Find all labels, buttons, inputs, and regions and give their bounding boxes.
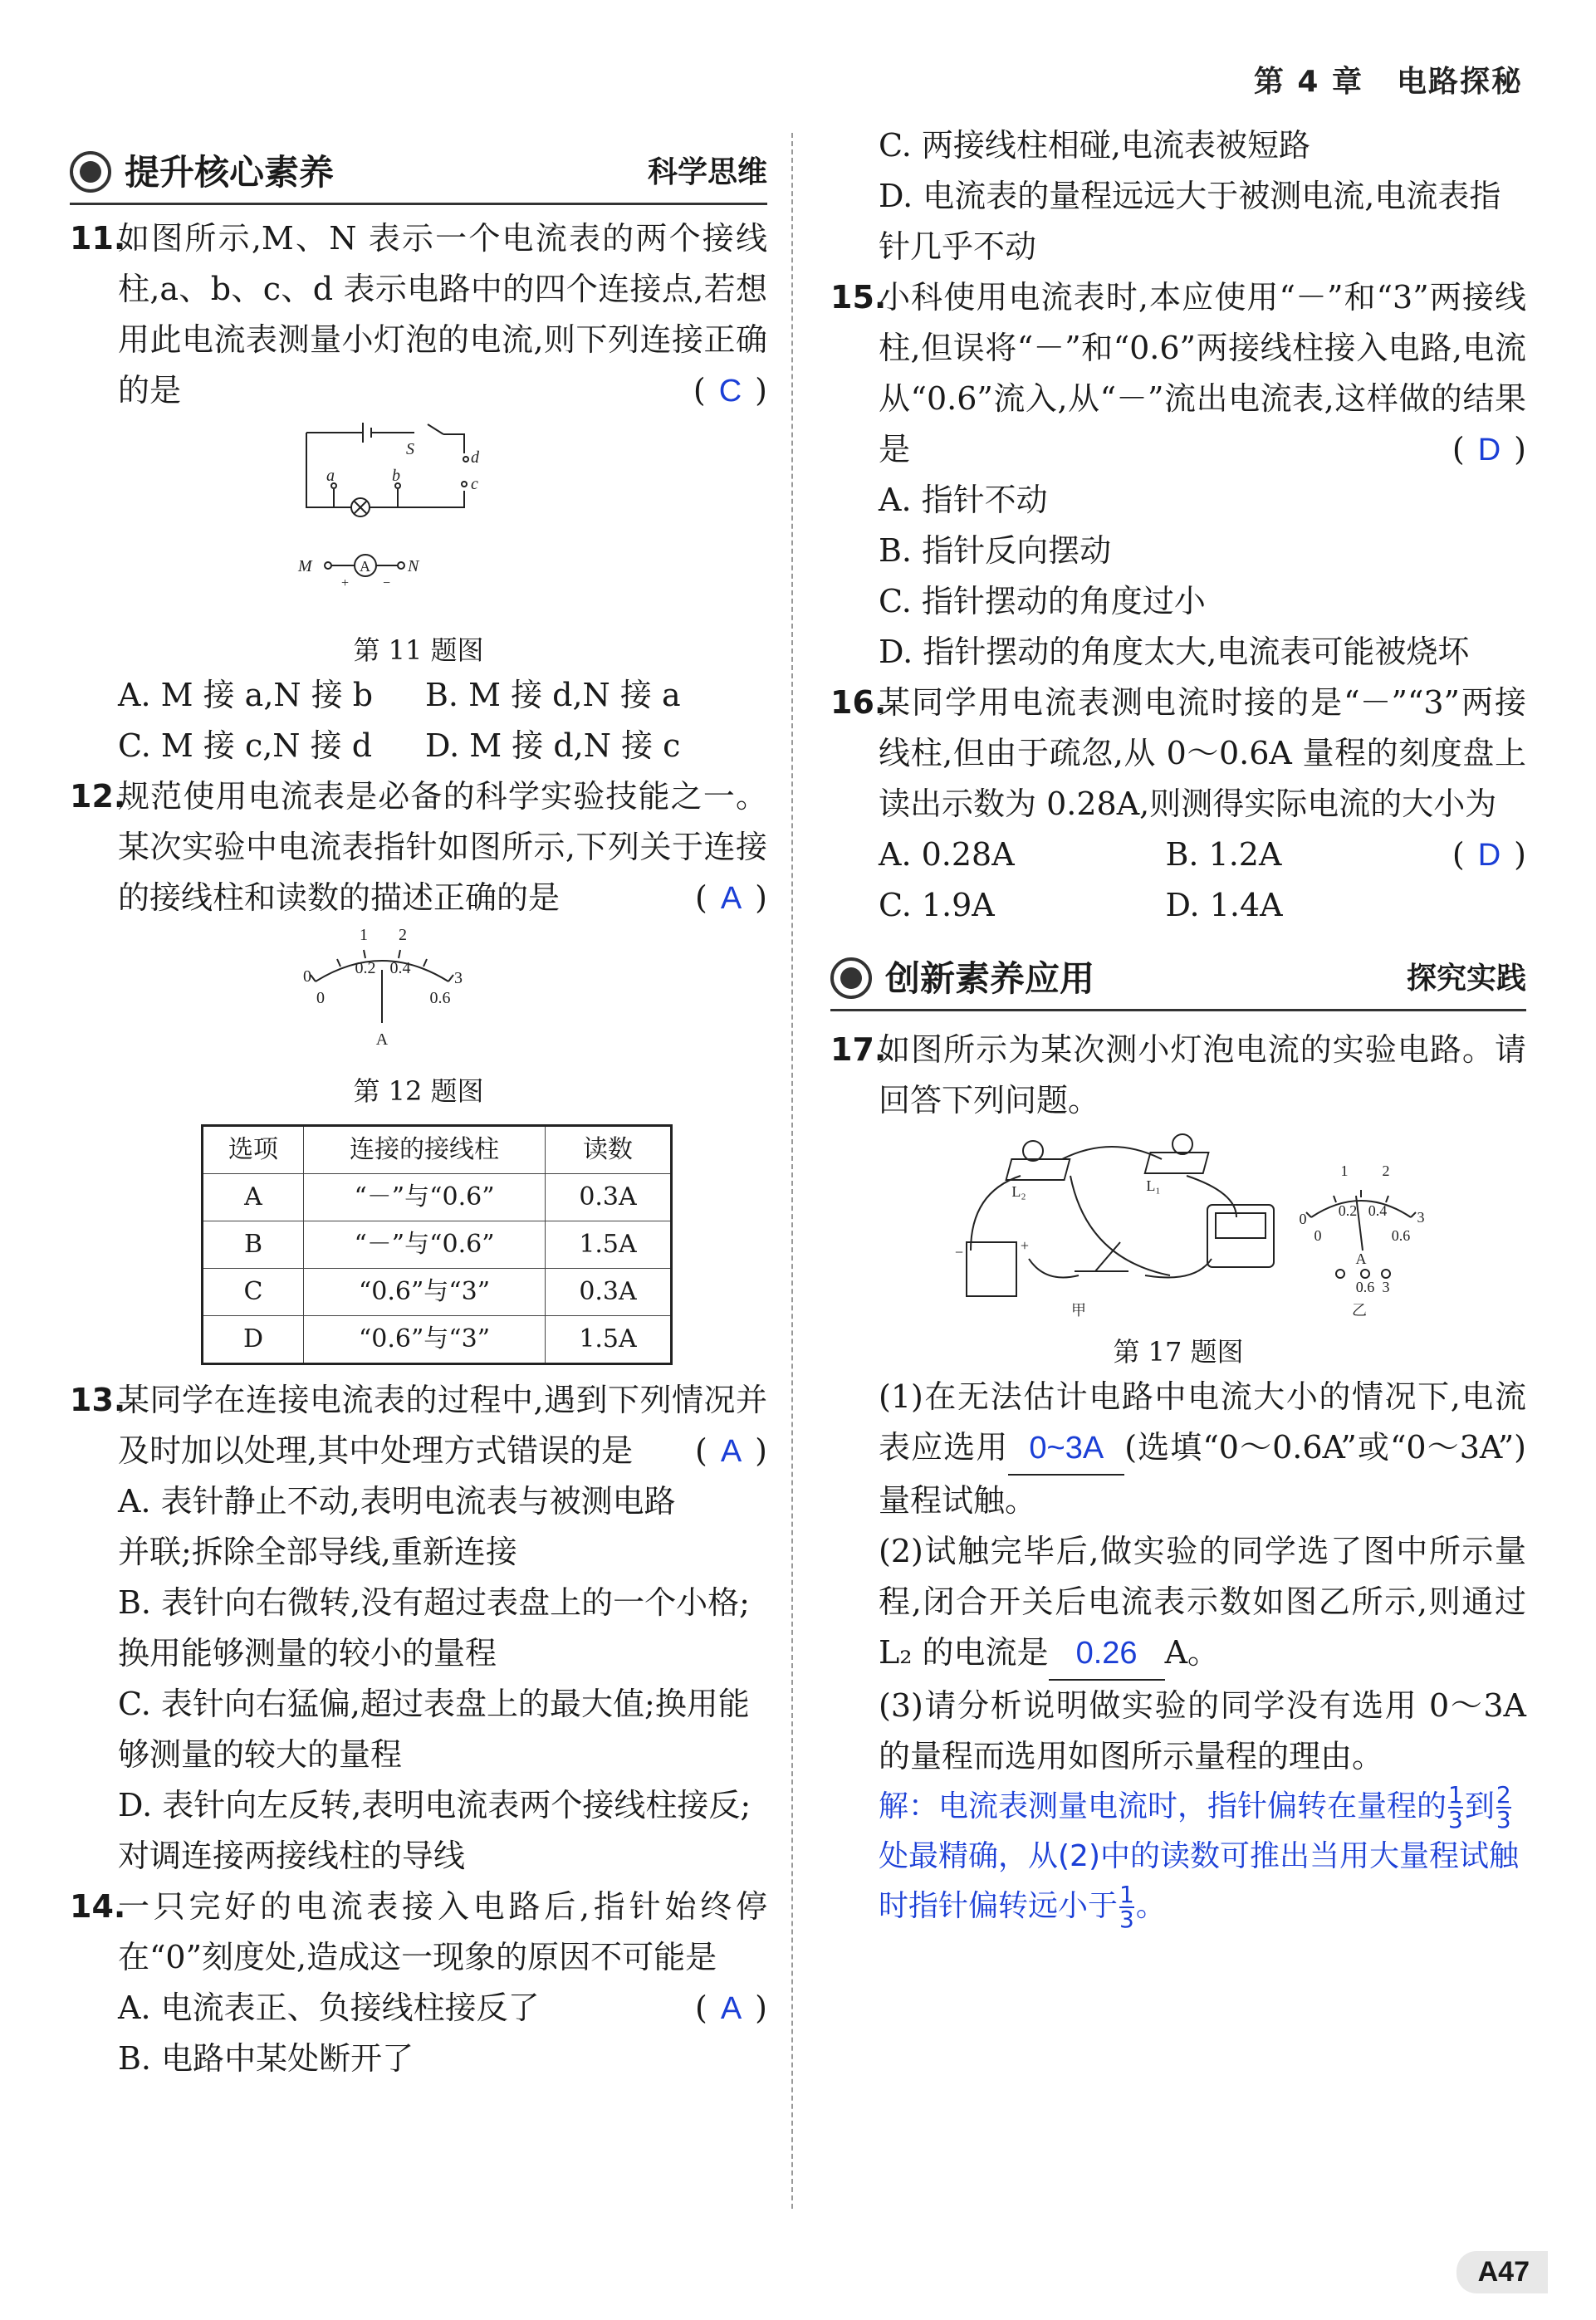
section-subtitle: 探究实践 [1406,961,1526,996]
table-header: 读数 [546,1126,672,1174]
table-cell: 1.5A [546,1221,672,1269]
section-header-innovation [830,947,1526,1011]
l1-label: L₁ [1146,1177,1161,1194]
table-cell: 0.3A [546,1269,672,1316]
section-header-core [70,141,767,205]
switch-label: S [406,440,415,458]
answer-bracket: ( A ) [694,1990,767,2026]
table-cell: “－”与“0.6” [304,1174,546,1221]
option-c: C. M 接 c,N 接 d [118,727,373,764]
plus-sign: + [341,576,350,590]
option-a: A. 0.28A [879,836,1015,873]
answer-letter: C [718,374,742,409]
option-a: A. 电流表正、负接线柱接反了 [118,1990,540,2026]
circuit-diagram-11 [273,416,489,615]
solution-text: 到 [1464,1789,1495,1823]
answer-blank: 0.26 [1049,1628,1165,1681]
tick-3: 3 [454,969,463,987]
tick-b04: 0.4 [1368,1202,1388,1219]
page-number: A47 [1456,2251,1548,2293]
fraction-one-third [1119,1883,1134,1931]
plus-sign: + [1020,1237,1030,1254]
option-a: A. 指针不动 [879,482,1048,518]
table-cell: 1.5A [546,1316,672,1364]
table-cell: “0.6”与“3” [304,1316,546,1364]
options-row [70,721,767,771]
ammeter-label: A [360,558,371,575]
part-1-text: (1)在无法估计电路中电流大小的情况下,电流表应选用 [879,1378,1526,1466]
tick-3: 3 [1417,1209,1425,1226]
denominator: 3 [1119,1906,1134,1933]
section-title: 提升核心素养 [125,151,335,193]
part-1-tail: (选填“0～0.6A”或“0～3A”)量程试触。 [879,1429,1526,1519]
table-row [203,1316,672,1364]
table-cell: “－”与“0.6” [304,1221,546,1269]
question-text: 某同学在连接电流表的过程中,遇到下列情况并及时加以处理,其中处理方式错误的是 [118,1382,767,1469]
table-header: 连接的接线柱 [304,1126,546,1174]
chapter-number: 第 4 章 [1253,65,1363,99]
option-a: A. M 接 a,N 接 b [118,677,374,713]
question-17 [830,1025,1526,1126]
part-1 [830,1372,1526,1526]
table-cell: A [203,1174,304,1221]
table-row [203,1269,672,1316]
option-d: D. 指针摆动的角度太大,电流表可能被烧坏 [879,634,1470,670]
table-cell: C [203,1269,304,1316]
option-b: B. 电路中某处断开了 [118,2040,414,2077]
option-c: C. 1.9A [879,887,995,923]
option-c: C. 表针向右猛偏,超过表盘上的最大值;换用能够测量的较大的量程 [118,1686,750,1773]
tick-2: 2 [1382,1162,1390,1179]
answer-bracket: ( A ) [694,1432,767,1469]
question-text: 某同学用电流表测电流时接的是“－”“3”两接线柱,但由于疏忽,从 0～0.6A 量程的刻度盘上读出示数为 0.28A,则测得实际电流的大小为 [879,684,1526,822]
answer-blank: 0~3A [1008,1423,1124,1476]
option-c: C. 指针摆动的角度过小 [879,583,1206,619]
solution-text: 。 [1135,1889,1166,1923]
question-text: 小科使用电流表时,本应使用“－”和“3”两接线柱,但误将“－”和“0.6”两接线柱接入电路,电流从“0.6”流入,从“－”流出电流表,这样做的结果是 [879,279,1526,467]
point-c-label: c [471,475,479,493]
tick-b06: 0.6 [429,989,451,1007]
right-column [830,120,1526,1931]
table-row [203,1174,672,1221]
figure-11 [70,416,767,630]
numerator: 1 [1119,1881,1134,1908]
part-2 [830,1526,1526,1681]
tick-b02: 0.2 [1338,1202,1358,1219]
terminal-3-label: 3 [1382,1279,1390,1295]
option-b: B. 1.2A [1165,836,1282,873]
figure-jia-label: 甲 [1071,1302,1086,1317]
table-cell: “0.6”与“3” [304,1269,546,1316]
ammeter-dial-12 [282,923,482,1056]
question-number: 16. [830,684,887,721]
options-row [830,830,1452,880]
question-number: 13. [70,1382,126,1418]
section-subtitle: 科学思维 [647,154,767,189]
question-text: 规范使用电流表是必备的科学实验技能之一。某次实验中电流表指针如图所示,下列关于连接的接线柱和读数的描述正确的是 [118,778,767,916]
dial-unit: A [376,1030,389,1049]
tick-2: 2 [399,926,408,944]
part-2-text: (2)试触完毕后,做实验的同学选了图中所示量程,闭合开关后电流表示数如图乙所示,则通过 L₂ 的电流是 [879,1533,1526,1671]
terminal-06-label: 0.6 [1355,1279,1375,1295]
tick-b04: 0.4 [389,959,411,977]
denominator: 3 [1496,1806,1511,1833]
option-d: D. 1.4A [1165,887,1283,923]
figure-yi-label: 乙 [1352,1302,1367,1317]
option-d: D. 电流表的量程远远大于被测电流,电流表指针几乎不动 [879,178,1501,265]
answer-letter: A [720,1991,742,2026]
figure-17 [830,1126,1526,1332]
question-number: 11. [70,220,126,257]
question-number: 17. [830,1031,887,1068]
part-2-tail: A。 [1164,1634,1220,1671]
option-d: D. 表针向左反转,表明电流表两个接线柱接反;对调连接两接线柱的导线 [118,1787,751,1874]
answer-bracket: ( C ) [693,372,767,409]
table-row [203,1221,672,1269]
option-a: A. 表针静止不动,表明电流表与被测电路并联;拆除全部导线,重新连接 [118,1483,676,1570]
table-header: 选项 [203,1126,304,1174]
terminal-m-label: M [298,557,313,575]
answer-bracket: ( D ) [1452,836,1526,873]
terminal-n-label: N [408,557,419,575]
question-12 [70,771,767,923]
figure-caption: 第 12 题图 [353,1075,484,1107]
point-a-label: a [326,467,335,485]
answer-letter: D [1477,433,1501,467]
fraction-one-third [1448,1781,1463,1833]
figure-caption: 第 11 题图 [353,634,484,666]
option-b: B. 指针反向摆动 [879,532,1112,569]
solution-text: 解：电流表测量电流时，指针偏转在量程的 [879,1789,1447,1823]
section-bullet-icon [830,957,872,999]
answer-letter: A [720,881,742,916]
question-13 [70,1375,767,1476]
table-cell: B [203,1221,304,1269]
tick-b0: 0 [1314,1227,1322,1244]
options-row [70,670,767,721]
option-c: C. 两接线柱相碰,电流表被短路 [879,127,1310,164]
tick-0: 0 [1299,1211,1307,1227]
options-row [830,880,1452,931]
answer-bracket: ( A ) [694,879,767,916]
question-text: 如图所示为某次测小灯泡电流的实验电路。请回答下列问题。 [879,1031,1526,1118]
section-title: 创新素养应用 [885,957,1095,999]
option-d: D. M 接 d,N 接 c [425,727,681,764]
tick-1: 1 [1340,1162,1349,1179]
table-cell: 0.3A [546,1174,672,1221]
question-number: 14. [70,1888,126,1925]
tick-b06: 0.6 [1391,1227,1411,1244]
solution-text: 处最精确，从(2)中的读数可推出当用大量程试触时指针偏转远小于 [879,1839,1519,1923]
figure-caption: 第 17 题图 [1113,1336,1244,1368]
tick-b02: 0.2 [355,959,376,977]
answer-letter: A [720,1434,742,1469]
point-d-label: d [471,448,480,467]
option-b: B. M 接 d,N 接 a [425,677,681,713]
fraction-two-thirds [1496,1781,1511,1833]
table-cell: D [203,1316,304,1364]
minus-sign: − [954,1244,964,1260]
solution [830,1782,1526,1931]
question-text: 如图所示,M、N 表示一个电流表的两个接线柱,a、b、c、d 表示电路中的四个连接点,若想用此电流表测量小灯泡的电流,则下列连接正确的是 [118,220,767,409]
left-column [70,141,767,2084]
question-number: 12. [70,778,126,815]
tick-0: 0 [303,967,312,986]
part-3: (3)请分析说明做实验的同学没有选用 0～3A 的量程而选用如图所示量程的理由。 [879,1687,1526,1774]
column-divider [791,133,793,2209]
experiment-circuit-17 [921,1126,1436,1317]
numerator: 2 [1496,1781,1511,1809]
tick-b0: 0 [316,989,326,1007]
figure-12 [70,923,767,1071]
numerator: 1 [1448,1781,1463,1809]
chapter-header [1221,58,1523,100]
answer-letter: D [1477,838,1501,873]
point-b-label: b [392,467,401,485]
l2-label: L₂ [1011,1183,1026,1200]
tick-1: 1 [360,926,369,944]
question-text: 一只完好的电流表接入电路后,指针始终停在“0”刻度处,造成这一现象的原因不可能是 [118,1888,767,1975]
chapter-title: 电路探秘 [1396,65,1523,99]
answer-bracket: ( D ) [1452,431,1526,467]
table-header-row [203,1126,672,1174]
dial-unit: A [1355,1251,1367,1267]
question-15 [830,272,1526,475]
minus-sign: − [383,576,391,590]
answer-table [201,1124,673,1365]
question-11 [70,213,767,416]
question-number: 15. [830,279,887,316]
denominator: 3 [1448,1806,1463,1833]
section-bullet-icon [70,151,111,193]
option-b: B. 表针向右微转,没有超过表盘上的一个小格;换用能够测量的较小的量程 [118,1584,750,1671]
